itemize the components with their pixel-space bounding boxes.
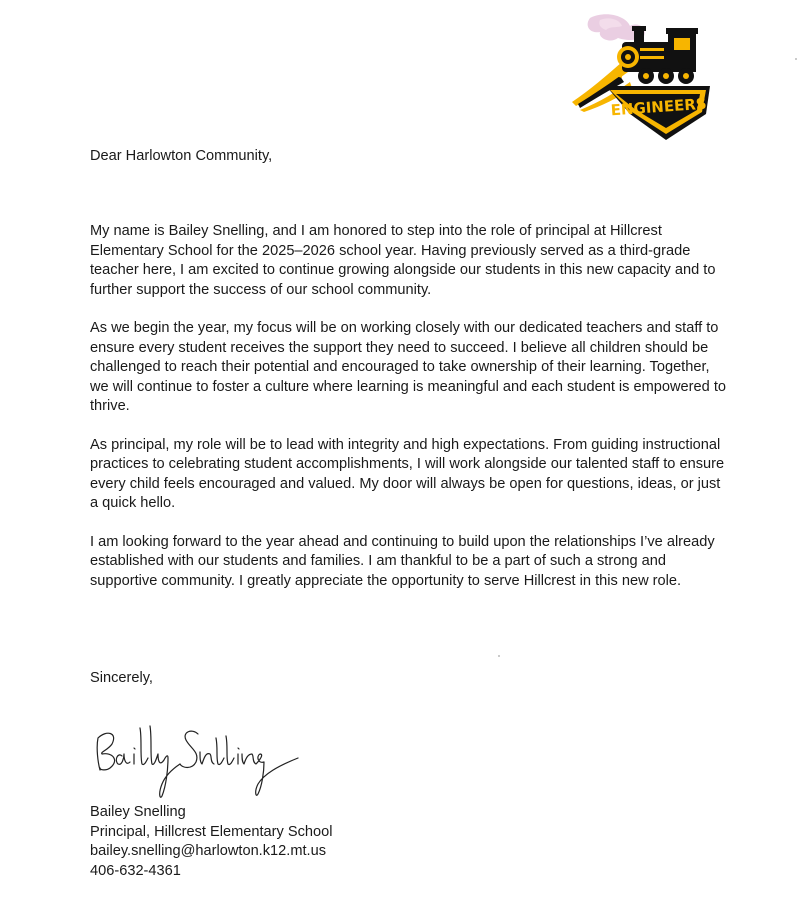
signature-block <box>90 803 333 881</box>
logo-wordmark: ENGINEERS <box>610 94 708 120</box>
body-paragraph: As principal, my role will be to lead with integrity and high expectations. From guiding instructional practices to celebrating student accomplishments, I will work alongside our talented staff to ensure every child feels encouraged and valued. My door will always be open for questions, ideas, or just a quick hello. <box>90 436 725 511</box>
closing: Sincerely, <box>90 670 153 686</box>
signer-phone: 406-632-4361 <box>90 862 181 879</box>
body-paragraph: My name is Bailey Snelling, and I am honored to step into the role of principal at Hillcrest Elementary School for the 2025–2026 school year. Having previously served as a third-grade teacher here, I am excited to continue growing alongside our students in this new capacity and to further support the success of our school community. <box>90 223 716 298</box>
salutation: Dear Harlowton Community, <box>90 148 273 164</box>
body-paragraph: As we begin the year, my focus will be on working closely with our dedicated teachers and staff to ensure every student receives the support they need to succeed. I believe all children should be challenged to reach their potential and encouraged to take ownership of their learning. Together, we will continue to foster a culture where learning is meaningful and each student is empowered to thrive. <box>90 320 726 414</box>
scan-speck <box>498 655 500 657</box>
body-paragraph: I am looking forward to the year ahead and continuing to build upon the relationships I’ve already established with our students and families. I am thankful to be a part of such a strong and supportive community. I greatly appreciate the opportunity to serve Hillcrest in this new role. <box>90 533 715 589</box>
handwritten-signature <box>88 708 303 808</box>
engineers-logo <box>570 12 715 144</box>
train-logo-icon <box>570 12 715 144</box>
scan-speck <box>795 58 797 60</box>
signer-email[interactable]: bailey.snelling@harlowton.k12.mt.us <box>90 843 327 860</box>
signer-name: Bailey Snelling <box>90 804 186 820</box>
signer-title: Principal, Hillcrest Elementary School <box>90 823 333 840</box>
letter-body <box>90 222 730 610</box>
